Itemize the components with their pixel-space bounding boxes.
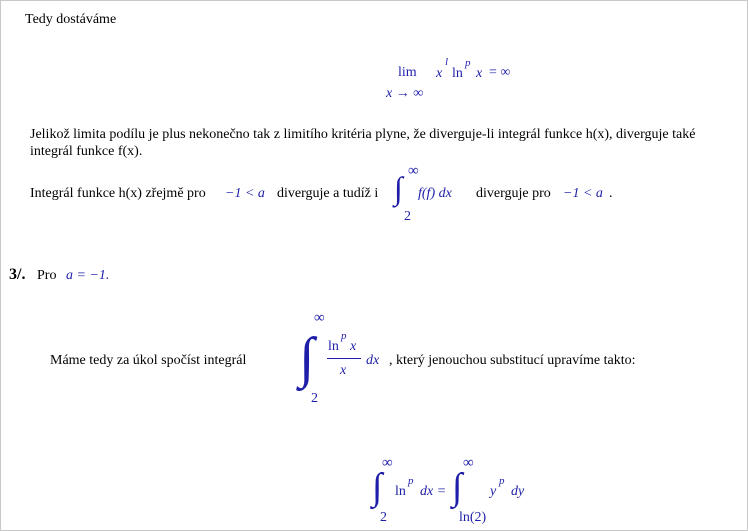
task-after: , který jenouchou substitucí upravíme takto: (389, 353, 636, 368)
lim-ln: ln (452, 66, 463, 81)
integral-sign-2: ∫ (299, 327, 315, 389)
line2-cond1: −1 < a (225, 186, 265, 201)
final-y: y (490, 484, 497, 499)
explanation-paragraph: Jelikož limita podílu je plus nekonečno tak z limitího kritéria plyne, že diverguje-li integrál funkce h(x), diverguje také integrál funkce f(x). (30, 127, 696, 159)
final-p2: p (499, 475, 505, 487)
lim-eq: = ∞ (489, 65, 511, 80)
lim-word: lim (398, 65, 417, 80)
section-pro: Pro (37, 268, 57, 283)
frac-den: x (340, 363, 347, 378)
line2-part2: diverguje a tudíž i (277, 186, 379, 201)
line2-lower: 2 (404, 209, 411, 224)
task-text: Máme tedy za úkol spočíst integrál (50, 353, 247, 368)
lim-sup-p: p (465, 57, 471, 69)
final-p1: p (408, 475, 414, 487)
task-dx: dx (366, 353, 380, 368)
line2-end: . (609, 186, 613, 201)
line2-part3: diverguje pro (476, 186, 551, 201)
frac-num-x: x (350, 339, 357, 354)
final-lower1: 2 (380, 510, 387, 525)
final-upper1: ∞ (382, 455, 393, 471)
fraction-bar (327, 358, 361, 359)
frac-num-p: p (341, 330, 347, 342)
integral-sign-4: ∫ (452, 466, 463, 508)
section-cond: a = −1. (66, 268, 110, 283)
lim-x: x (436, 66, 443, 81)
integral-sign-1: ∫ (394, 170, 403, 206)
final-upper2: ∞ (463, 455, 474, 471)
lim-sup-l: l (445, 56, 449, 68)
line2-part1: Integrál funkce h(x) zřejmě pro (30, 186, 206, 201)
lim-x2: x (476, 66, 483, 81)
frac-num-ln: ln (328, 339, 339, 354)
task-upper: ∞ (314, 310, 325, 326)
line2-cond2: −1 < a (563, 186, 603, 201)
final-ln: ln (395, 484, 406, 499)
line2-integrand: f(f) dx (418, 186, 452, 201)
lim-under: x → ∞ (386, 86, 424, 101)
final-dy: dy (511, 484, 525, 499)
final-lower2: ln(2) (459, 510, 487, 525)
final-dx: dx = (420, 484, 447, 499)
line2-upper: ∞ (408, 163, 419, 179)
task-lower: 2 (311, 391, 318, 406)
section-number: 3/. (9, 266, 26, 283)
intro-text: Tedy dostáváme (25, 12, 117, 27)
integral-sign-3: ∫ (372, 466, 383, 508)
